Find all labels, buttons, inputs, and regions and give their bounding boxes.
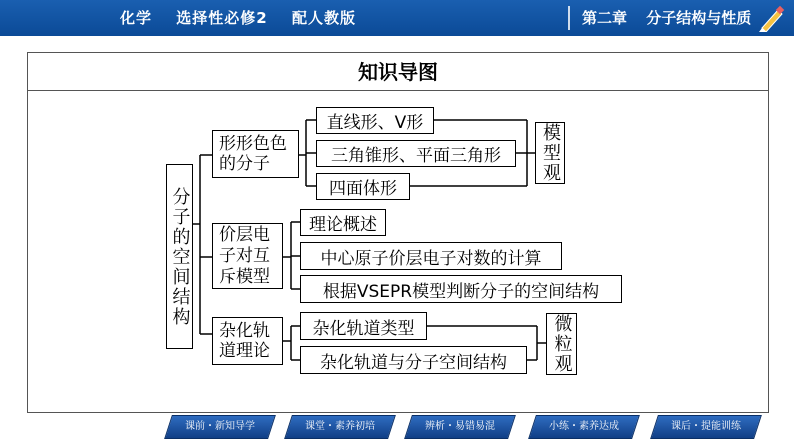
node-linear-v: 直线形、V形	[316, 107, 434, 134]
chapter-info	[582, 0, 765, 36]
node-tetrahedral: 四面体形	[316, 173, 410, 200]
chapter-label: 第二章	[582, 9, 628, 27]
book-info	[120, 0, 374, 36]
nav-afterclass[interactable]	[650, 415, 762, 439]
nav-analysis[interactable]	[404, 415, 516, 439]
branch-vsepr: 价层电子对互斥模型	[212, 223, 283, 289]
node-pyramidal-planar: 三角锥形、平面三角形	[316, 140, 516, 167]
node-electron-pair-count: 中心原子价层电子对数的计算	[300, 242, 562, 270]
nav-inclass[interactable]	[284, 415, 396, 439]
node-hybrid-structure: 杂化轨道与分子空间结构	[300, 346, 527, 374]
node-hybrid-types: 杂化轨道类型	[300, 312, 427, 340]
branch-molecules: 形形色色的分子	[212, 130, 299, 178]
footer-nav	[160, 415, 770, 439]
nav-practice[interactable]	[528, 415, 640, 439]
mindmap-root: 分子的空间结构	[166, 164, 193, 349]
nav-practice-label: 小练・素养达成	[549, 421, 619, 432]
mindmap-titlebar	[28, 53, 768, 91]
pencil-icon	[756, 4, 786, 32]
nav-inclass-label: 课堂・素养初培	[305, 421, 375, 432]
header-bar	[0, 0, 794, 36]
summary-particle-view: 微粒观	[546, 313, 577, 375]
mindmap-title: 知识导图	[358, 60, 438, 84]
nav-preclass[interactable]	[164, 415, 276, 439]
branch-hybridization: 杂化轨道理论	[212, 317, 283, 365]
book-label: 选择性必修2	[176, 9, 268, 27]
node-theory-overview: 理论概述	[300, 209, 386, 236]
node-vsepr-structure: 根据VSEPR模型判断分子的空间结构	[300, 275, 622, 303]
chapter-title: 分子结构与性质	[646, 9, 752, 27]
header-divider	[568, 6, 570, 30]
edition-label: 配人教版	[291, 9, 356, 27]
nav-preclass-label: 课前・新知导学	[185, 421, 255, 432]
subject-label: 化学	[120, 9, 153, 27]
nav-analysis-label: 辨析・易错易混	[425, 421, 495, 432]
nav-afterclass-label: 课后・提能训练	[671, 421, 741, 432]
summary-model-view: 模型观	[535, 122, 565, 184]
